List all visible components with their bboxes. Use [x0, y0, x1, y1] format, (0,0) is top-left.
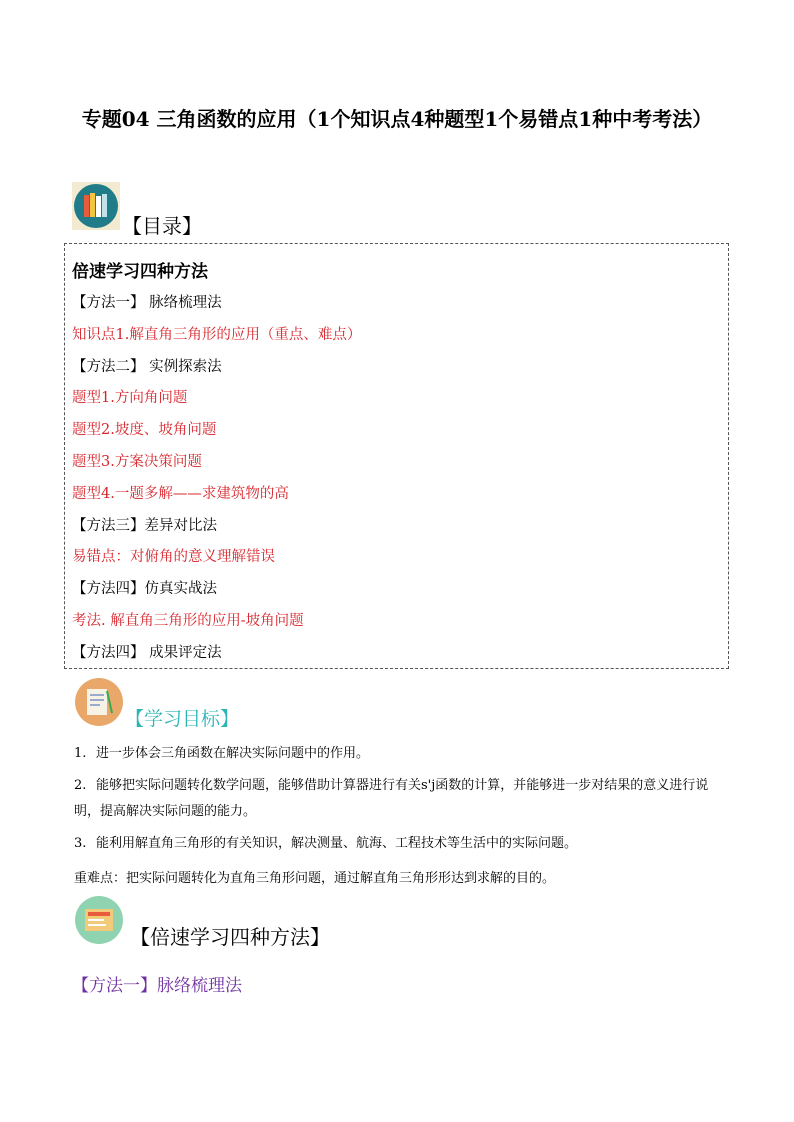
toc-item[interactable]: 题型1.方向角问题 [72, 390, 188, 407]
method-one-heading: 【方法一】脉络梳理法 [72, 976, 242, 996]
toc-label: 【目录】 [122, 214, 202, 238]
key-difficulty: 重难点：把实际问题转化为直角三角形问题，通过解直角三角形形达到求解的目的。 [74, 871, 556, 886]
toc-item[interactable]: 【方法四】 成果评定法 [72, 644, 222, 661]
toc-item[interactable]: 题型2.坡度、坡角问题 [72, 422, 217, 439]
folder-icon [74, 895, 124, 949]
goal-number: 1. [74, 746, 87, 761]
toc-item[interactable]: 【方法二】 实例探索法 [72, 358, 222, 375]
toc-item[interactable]: 易错点：对俯角的意义理解错误 [72, 549, 275, 566]
toc-item[interactable]: 【方法一】 脉络梳理法 [72, 295, 222, 311]
toc-item[interactable]: 知识点1.解直角三角形的应用（重点、难点） [72, 326, 362, 343]
goals-label: 【学习目标】 [125, 708, 240, 730]
goal-text: 进一步体会三角函数在解决实际问题中的作用。 [96, 746, 370, 761]
page-title: 专题04 三角函数的应用（1个知识点4种题型1个易错点1种中考考法） [81, 107, 713, 131]
goals-list [74, 741, 734, 863]
toc-heading: 倍速学习四种方法 [72, 262, 208, 282]
toc-item[interactable]: 【方法三】差异对比法 [72, 517, 217, 534]
toc-item[interactable]: 题型4.一题多解——求建筑物的高 [72, 485, 289, 502]
toc-list [72, 290, 361, 672]
goal-number: 2. [74, 778, 87, 793]
goal-number: 3. [74, 836, 87, 851]
methods-label: 【倍速学习四种方法】 [130, 925, 330, 949]
goal-text: 能利用解直角三角形的有关知识，解决测量、航海、工程技术等生活中的实际问题。 [96, 836, 578, 851]
toc-item[interactable]: 考法. 解直角三角形的应用-坡角问题 [72, 612, 304, 629]
toc-item[interactable]: 【方法四】仿真实战法 [72, 581, 217, 598]
goal-item [74, 773, 734, 825]
goal-item [74, 831, 734, 857]
books-icon [72, 182, 120, 234]
toc-item[interactable]: 题型3.方案决策问题 [72, 453, 202, 470]
goal-text: 能够把实际问题转化数学问题，能够借助计算器进行有关s'j函数的计算，并能够进一步对结果的意义进行说明，提高解决实际问题的能力。 [74, 778, 709, 819]
goal-item [74, 741, 734, 767]
study-goal-icon [74, 677, 124, 731]
